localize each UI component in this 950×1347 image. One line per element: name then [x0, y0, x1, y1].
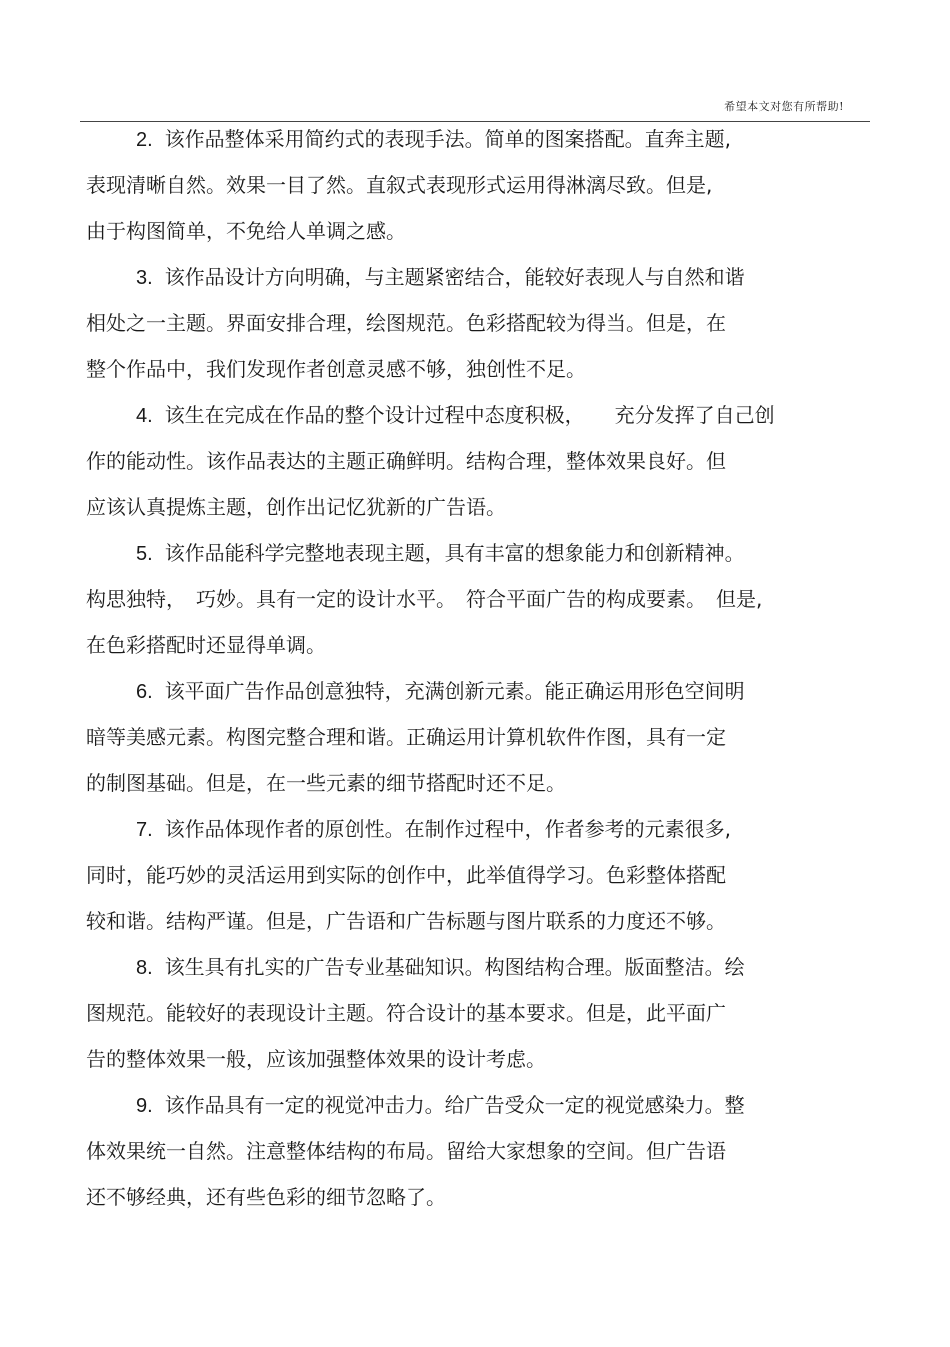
item-line: 同时，能巧妙的灵活运用到实际的创作中，此举值得学习。色彩整体搭配	[86, 863, 726, 887]
item-line: 该作品体现作者的原创性。在制作过程中，作者参考的元素很多,	[164, 817, 732, 841]
list-item	[86, 116, 856, 254]
item-number: 6.	[136, 681, 153, 703]
item-number: 9.	[136, 1095, 153, 1117]
item-line: 作的能动性。该作品表达的主题正确鲜明。结构合理，整体效果良好。但	[86, 449, 726, 473]
item-line: 在色彩搭配时还显得单调。	[86, 633, 326, 657]
item-line: 该作品能科学完整地表现主题，具有丰富的想象能力和创新精神。	[164, 541, 745, 565]
item-line: 较和谐。结构严谨。但是，广告语和广告标题与图片联系的力度还不够。	[86, 909, 726, 933]
item-number: 4.	[136, 405, 153, 427]
item-line: 该作品整体采用简约式的表现手法。简单的图案搭配。直奔主题,	[164, 127, 732, 151]
item-line: 该生具有扎实的广告专业基础知识。构图结构合理。版面整洁。绘	[164, 955, 745, 979]
item-line: 该作品具有一定的视觉冲击力。给广告受众一定的视觉感染力。整	[164, 1093, 745, 1117]
list-item	[86, 530, 856, 668]
document-body	[86, 116, 856, 1220]
list-item	[86, 254, 856, 392]
item-line: 该平面广告作品创意独特，充满创新元素。能正确运用形色空间明	[164, 679, 745, 703]
list-item	[86, 806, 856, 944]
list-item	[86, 392, 856, 530]
item-line: 相处之一主题。界面安排合理，绘图规范。色彩搭配较为得当。但是，在	[86, 311, 726, 335]
item-line: 表现清晰自然。效果一目了然。直叙式表现形式运用得淋漓尽致。但是,	[86, 173, 713, 197]
item-number: 3.	[136, 267, 153, 289]
item-line: 的制图基础。但是，在一些元素的细节搭配时还不足。	[86, 771, 566, 795]
item-line: 图规范。能较好的表现设计主题。符合设计的基本要求。但是，此平面广	[86, 1001, 726, 1025]
header-note: 希望本文对您有所帮助!	[724, 100, 844, 113]
item-number: 5.	[136, 543, 153, 565]
list-item	[86, 1082, 856, 1220]
item-line: 应该认真提炼主题，创作出记忆犹新的广告语。	[86, 495, 506, 519]
item-number: 2.	[136, 129, 153, 151]
item-line: 告的整体效果一般，应该加强整体效果的设计考虑。	[86, 1047, 546, 1071]
list-item	[86, 668, 856, 806]
item-line: 整个作品中，我们发现作者创意灵感不够，独创性不足。	[86, 357, 586, 381]
item-line: 由于构图简单，不免给人单调之感。	[86, 219, 406, 243]
item-line: 构思独特， 巧妙。具有一定的设计水平。 符合平面广告的构成要素。 但是,	[86, 587, 763, 611]
item-line: 该生在完成在作品的整个设计过程中态度积极， 充分发挥了自己创	[164, 403, 775, 427]
list-item	[86, 944, 856, 1082]
item-line: 还不够经典，还有些色彩的细节忽略了。	[86, 1185, 446, 1209]
item-line: 暗等美感元素。构图完整合理和谐。正确运用计算机软件作图，具有一定	[86, 725, 726, 749]
item-number: 8.	[136, 957, 153, 979]
item-line: 该作品设计方向明确，与主题紧密结合，能较好表现人与自然和谐	[164, 265, 745, 289]
item-line: 体效果统一自然。注意整体结构的布局。留给大家想象的空间。但广告语	[86, 1139, 726, 1163]
item-number: 7.	[136, 819, 153, 841]
